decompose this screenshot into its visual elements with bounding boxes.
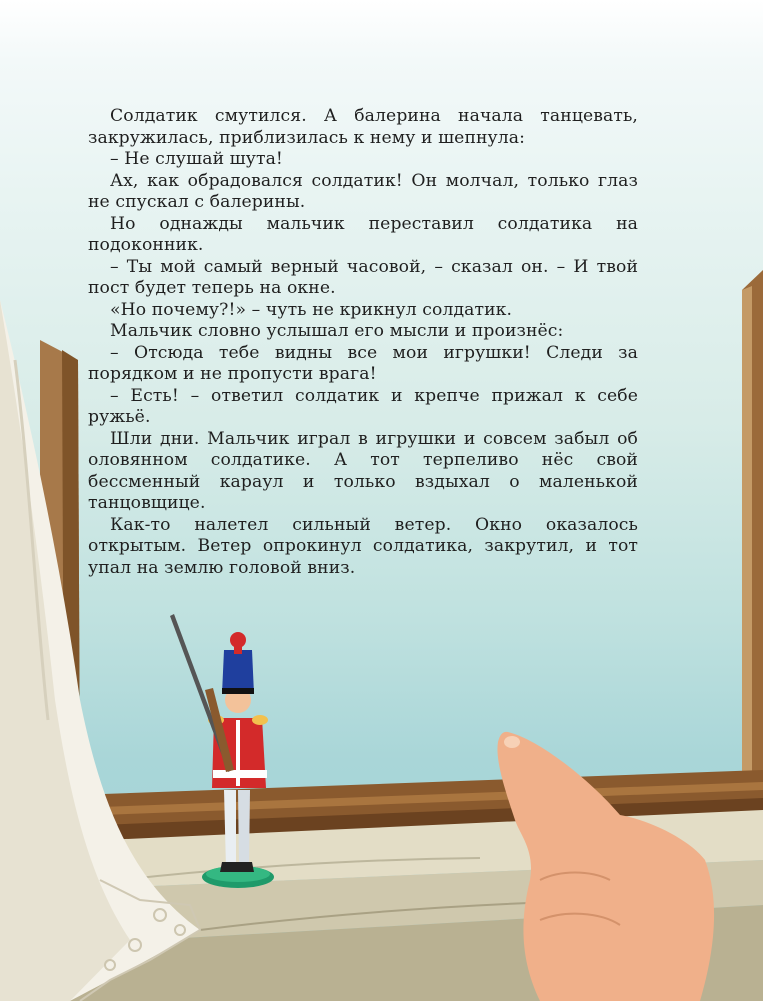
story-paragraph: – Отсюда тебе видны все мои игрушки! Следи за порядком и не пропусти врага! — [88, 342, 638, 384]
window-right-post — [742, 270, 763, 790]
story-paragraph: – Ты мой самый верный часовой, – сказал он. – И твой пост будет теперь на окне. — [88, 256, 638, 298]
story-paragraph: «Но почему?!» – чуть не крикнул солдатик. — [110, 299, 513, 320]
story-text — [88, 106, 638, 579]
story-paragraph: Мальчик словно услышал его мысли и произнёс: — [110, 321, 564, 341]
story-paragraph: Но однажды мальчик переставил солдатика на подоконник. — [88, 213, 638, 255]
story-paragraph: Как-то налетел сильный ветер. Окно оказалось открытым. Ветер опрокинул солдатика, закрутил, и тот упал на землю головой вниз. — [88, 514, 638, 578]
story-paragraph: Шли дни. Мальчик играл в игрушки и совсем забыл об оловянном солдатике. А тот терпеливо нёс свой бессменный караул и только вздыхал о маленькой танцовщице. — [88, 428, 638, 513]
story-paragraph: – Есть! – ответил солдатик и крепче прижал к себе ружьё. — [88, 385, 638, 427]
story-paragraph: – Не слушай шута! — [110, 149, 283, 169]
story-paragraph: Солдатик смутился. А балерина начала танцевать, закружилась, приблизилась к нему и шепнула: — [88, 106, 638, 148]
story-paragraph: Ах, как обрадовался солдатик! Он молчал, только глаз не спускал с балерины. — [88, 170, 638, 212]
